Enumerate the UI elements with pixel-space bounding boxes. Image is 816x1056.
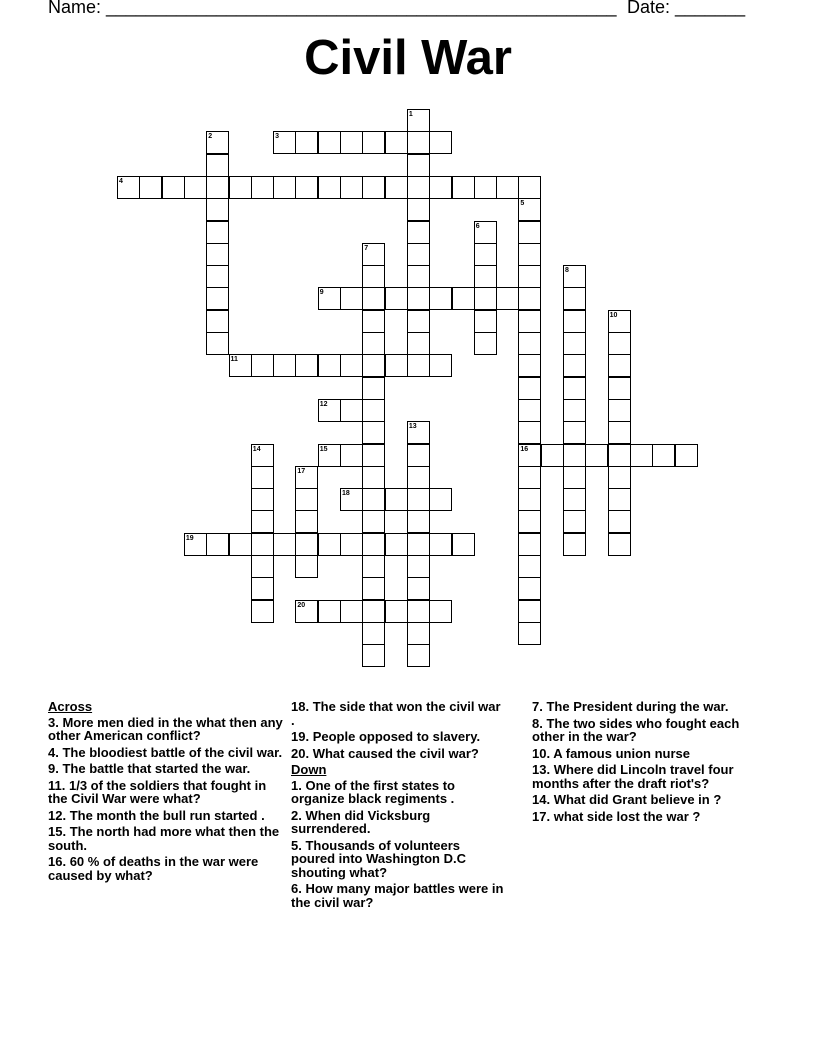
answer-cell[interactable]: [608, 421, 631, 444]
answer-cell[interactable]: [429, 287, 452, 310]
answer-cell[interactable]: [318, 354, 341, 377]
clue-number: 11: [230, 356, 238, 364]
answer-cell[interactable]: [206, 176, 229, 199]
answer-cell[interactable]: [563, 332, 586, 355]
answer-cell[interactable]: [518, 265, 541, 288]
answer-cell[interactable]: [518, 176, 541, 199]
answer-cell[interactable]: [563, 444, 586, 467]
answer-cell[interactable]: [608, 533, 631, 556]
clue-down-10: 10. A famous union nurse: [532, 745, 690, 761]
answer-cell[interactable]: [251, 466, 274, 489]
clue-number: 9: [319, 289, 324, 297]
answer-cell[interactable]: [295, 131, 318, 154]
answer-cell[interactable]: [518, 555, 541, 578]
clue-number: 7: [364, 244, 369, 252]
clue-down-14: 14. What did Grant believe in ?: [532, 792, 722, 807]
answer-cell[interactable]: [563, 533, 586, 556]
answer-cell[interactable]: [429, 176, 452, 199]
clue-number: 10: [609, 311, 618, 319]
clue-number: 5: [520, 200, 525, 208]
clue-number: 16: [520, 445, 529, 453]
answer-cell[interactable]: [251, 533, 274, 556]
answer-cell[interactable]: [429, 131, 452, 154]
clue-across-16: 16. 60 % of deaths in the war were caused by what?: [48, 854, 259, 883]
puzzle-title: Civil War: [304, 31, 512, 85]
answer-cell[interactable]: [563, 466, 586, 489]
answer-cell[interactable]: [318, 533, 341, 556]
answer-cell[interactable]: [206, 265, 229, 288]
answer-cell[interactable]: [340, 287, 363, 310]
answer-cell[interactable]: [407, 533, 430, 556]
answer-cell[interactable]: [407, 265, 430, 288]
clue-number: 18: [342, 490, 350, 498]
clues-column-3: [532, 700, 767, 826]
answer-cell[interactable]: [474, 243, 497, 266]
answer-cell[interactable]: [184, 176, 207, 199]
answer-cell[interactable]: [452, 533, 475, 556]
answer-cell[interactable]: [295, 176, 318, 199]
clue-number: 1: [408, 111, 413, 118]
answer-cell[interactable]: [318, 131, 341, 154]
answer-cell[interactable]: [518, 243, 541, 266]
answer-cell[interactable]: [206, 243, 229, 266]
answer-cell[interactable]: [474, 310, 497, 333]
answer-cell[interactable]: [295, 354, 318, 377]
answer-cell[interactable]: [162, 176, 185, 199]
clue-number: 14: [252, 445, 261, 453]
answer-cell[interactable]: [518, 510, 541, 533]
clue-down-17: 17. what side lost the war ?: [532, 808, 701, 824]
clue-down-6: 6. How many major battles were in the civil war?: [291, 881, 504, 910]
answer-cell[interactable]: [407, 577, 430, 600]
answer-cell[interactable]: [362, 600, 385, 623]
clue-across-9: 9. The battle that started the war.: [48, 761, 251, 776]
answer-cell[interactable]: [407, 488, 430, 511]
clue-number: 12: [319, 400, 328, 408]
answer-cell[interactable]: [206, 154, 229, 177]
answer-cell[interactable]: [407, 198, 430, 221]
answer-cell[interactable]: [608, 488, 631, 511]
answer-cell[interactable]: [340, 399, 363, 422]
answer-cell[interactable]: [407, 176, 430, 199]
answer-cell[interactable]: [608, 332, 631, 355]
clue-number: 3: [275, 133, 279, 141]
answer-cell[interactable]: [518, 287, 541, 310]
answer-cell[interactable]: [206, 198, 229, 221]
answer-cell[interactable]: [585, 444, 608, 467]
answer-cell[interactable]: [362, 466, 385, 489]
answer-cell[interactable]: [407, 510, 430, 533]
answer-cell[interactable]: [518, 332, 541, 355]
answer-cell[interactable]: [273, 354, 296, 377]
answer-cell[interactable]: [407, 243, 430, 266]
answer-cell[interactable]: [385, 354, 408, 377]
answer-cell[interactable]: [362, 622, 385, 645]
clue-across-3: 3. More men died in the what then any other American conflict?: [48, 714, 283, 743]
answer-cell[interactable]: [407, 154, 430, 177]
answer-cell[interactable]: [407, 644, 430, 667]
clue-across-4: 4. The bloodiest battle of the civil war.: [48, 744, 283, 760]
answer-cell[interactable]: [295, 555, 318, 578]
answer-cell[interactable]: [496, 176, 519, 199]
clue-number: 15: [319, 445, 328, 453]
answer-cell[interactable]: [518, 577, 541, 600]
answer-cell[interactable]: [518, 221, 541, 244]
answer-cell[interactable]: [407, 466, 430, 489]
answer-cell[interactable]: [608, 354, 631, 377]
answer-cell[interactable]: [362, 399, 385, 422]
answer-cell[interactable]: [563, 287, 586, 310]
answer-cell[interactable]: [518, 399, 541, 422]
answer-cell[interactable]: [340, 176, 363, 199]
answer-cell[interactable]: [563, 310, 586, 333]
answer-cell[interactable]: [407, 332, 430, 355]
clue-across-18: 18. The side that won the civil war .: [291, 699, 501, 728]
answer-cell[interactable]: [429, 533, 452, 556]
answer-cell[interactable]: [206, 287, 229, 310]
answer-cell[interactable]: [452, 176, 475, 199]
answer-cell[interactable]: [362, 555, 385, 578]
clue-down-7: 7. The President during the war.: [532, 699, 729, 714]
clue-across-11: 11. 1/3 of the soldiers that fought in the Civil War were what?: [48, 777, 267, 806]
clues-column-2: [291, 700, 506, 912]
answer-cell[interactable]: [563, 510, 586, 533]
answer-cell[interactable]: [563, 377, 586, 400]
clue-across-20: 20. What caused the civil war?: [291, 745, 479, 761]
clue-number: 2: [208, 133, 213, 141]
answer-cell[interactable]: [407, 354, 430, 377]
answer-cell[interactable]: [452, 287, 475, 310]
answer-cell[interactable]: [340, 600, 363, 623]
answer-cell[interactable]: [630, 444, 653, 467]
clue-number: 13: [408, 423, 417, 431]
clue-down-2: 2. When did Vicksburg surrendered.: [291, 807, 431, 836]
answer-cell[interactable]: [518, 533, 541, 556]
answer-cell[interactable]: [362, 287, 385, 310]
answer-cell[interactable]: [407, 600, 430, 623]
answer-cell[interactable]: [340, 131, 363, 154]
answer-cell[interactable]: [563, 399, 586, 422]
answer-cell[interactable]: [608, 510, 631, 533]
answer-cell[interactable]: [608, 377, 631, 400]
answer-cell[interactable]: [563, 421, 586, 444]
answer-cell[interactable]: [362, 488, 385, 511]
answer-cell[interactable]: [474, 287, 497, 310]
answer-cell[interactable]: [273, 533, 296, 556]
clue-across-12: 12. The month the bull run started .: [48, 807, 265, 823]
answer-cell[interactable]: [362, 377, 385, 400]
answer-cell[interactable]: [563, 354, 586, 377]
answer-cell[interactable]: [362, 265, 385, 288]
clue-down-5: 5. Thousands of volunteers poured into Washington D.C shouting what?: [291, 837, 466, 880]
answer-cell[interactable]: [295, 510, 318, 533]
answer-cell[interactable]: [608, 444, 631, 467]
answer-cell[interactable]: [340, 354, 363, 377]
answer-cell[interactable]: [407, 131, 430, 154]
answer-cell[interactable]: [318, 176, 341, 199]
answer-cell[interactable]: [251, 354, 274, 377]
answer-cell[interactable]: [362, 577, 385, 600]
answer-cell[interactable]: [407, 555, 430, 578]
clue-across-19: 19. People opposed to slavery.: [291, 729, 481, 744]
clue-down-8: 8. The two sides who fought each other in the war?: [532, 715, 740, 744]
answer-cell[interactable]: [251, 600, 274, 623]
answer-cell[interactable]: [385, 488, 408, 511]
answer-cell[interactable]: [474, 176, 497, 199]
answer-cell[interactable]: [563, 488, 586, 511]
answer-cell[interactable]: [429, 488, 452, 511]
answer-cell[interactable]: [385, 176, 408, 199]
answer-cell[interactable]: [251, 510, 274, 533]
answer-cell[interactable]: [206, 310, 229, 333]
answer-cell[interactable]: [407, 444, 430, 467]
answer-cell[interactable]: [362, 421, 385, 444]
answer-cell[interactable]: [541, 444, 564, 467]
down-heading: Down: [291, 762, 327, 777]
answer-cell[interactable]: [251, 577, 274, 600]
answer-cell[interactable]: [206, 221, 229, 244]
name-field-label: Name: ___________________________________________________: [48, 0, 617, 17]
answer-cell[interactable]: [340, 444, 363, 467]
clue-number: 6: [475, 222, 480, 230]
answer-cell[interactable]: [518, 354, 541, 377]
answer-cell[interactable]: [295, 488, 318, 511]
answer-cell[interactable]: [340, 533, 363, 556]
clue-down-13: 13. Where did Lincoln travel four months after the draft riot's?: [532, 762, 734, 791]
answer-cell[interactable]: [407, 310, 430, 333]
answer-cell[interactable]: [385, 533, 408, 556]
answer-cell[interactable]: [385, 131, 408, 154]
answer-cell[interactable]: [518, 600, 541, 623]
answer-cell[interactable]: [474, 332, 497, 355]
answer-cell[interactable]: [251, 555, 274, 578]
answer-cell[interactable]: [608, 399, 631, 422]
answer-cell[interactable]: [229, 533, 252, 556]
answer-cell[interactable]: [652, 444, 675, 467]
answer-cell[interactable]: [273, 176, 296, 199]
answer-cell[interactable]: [407, 622, 430, 645]
answer-cell[interactable]: [362, 644, 385, 667]
answer-cell[interactable]: [429, 354, 452, 377]
answer-cell[interactable]: [362, 510, 385, 533]
answer-cell[interactable]: [518, 310, 541, 333]
answer-cell[interactable]: [206, 332, 229, 355]
clue-across-15: 15. The north had more what then the south.: [48, 824, 280, 853]
answer-cell[interactable]: [385, 287, 408, 310]
answer-cell[interactable]: [518, 421, 541, 444]
answer-cell[interactable]: [251, 488, 274, 511]
answer-cell[interactable]: [608, 466, 631, 489]
answer-cell[interactable]: [675, 444, 698, 467]
clue-number: 8: [565, 267, 569, 275]
answer-cell[interactable]: [362, 131, 385, 154]
clue-number: 4: [119, 177, 123, 185]
answer-cell[interactable]: [229, 176, 252, 199]
answer-cell[interactable]: [251, 176, 274, 199]
answer-cell[interactable]: [362, 176, 385, 199]
answer-cell[interactable]: [496, 287, 519, 310]
across-heading: Across: [48, 699, 93, 714]
answer-cell[interactable]: [362, 354, 385, 377]
clue-number: 20: [297, 601, 306, 609]
answer-cell[interactable]: [139, 176, 162, 199]
answer-cell[interactable]: [362, 533, 385, 556]
answer-cell[interactable]: [206, 533, 229, 556]
answer-cell[interactable]: [318, 600, 341, 623]
answer-cell[interactable]: [518, 622, 541, 645]
answer-cell[interactable]: [385, 600, 408, 623]
clues-column-1: [48, 700, 283, 885]
answer-cell[interactable]: [518, 466, 541, 489]
answer-cell[interactable]: [407, 287, 430, 310]
answer-cell[interactable]: [474, 265, 497, 288]
answer-cell[interactable]: [362, 444, 385, 467]
date-field-label: Date: _______: [627, 0, 746, 17]
answer-cell[interactable]: [429, 600, 452, 623]
answer-cell[interactable]: [295, 533, 318, 556]
answer-cell[interactable]: [362, 310, 385, 333]
clue-number: 17: [297, 467, 306, 475]
clue-down-1: 1. One of the first states to organize black regiments .: [291, 777, 455, 806]
clue-number: 19: [185, 534, 194, 542]
answer-cell[interactable]: [518, 488, 541, 511]
answer-cell[interactable]: [407, 221, 430, 244]
answer-cell[interactable]: [362, 332, 385, 355]
answer-cell[interactable]: [518, 377, 541, 400]
